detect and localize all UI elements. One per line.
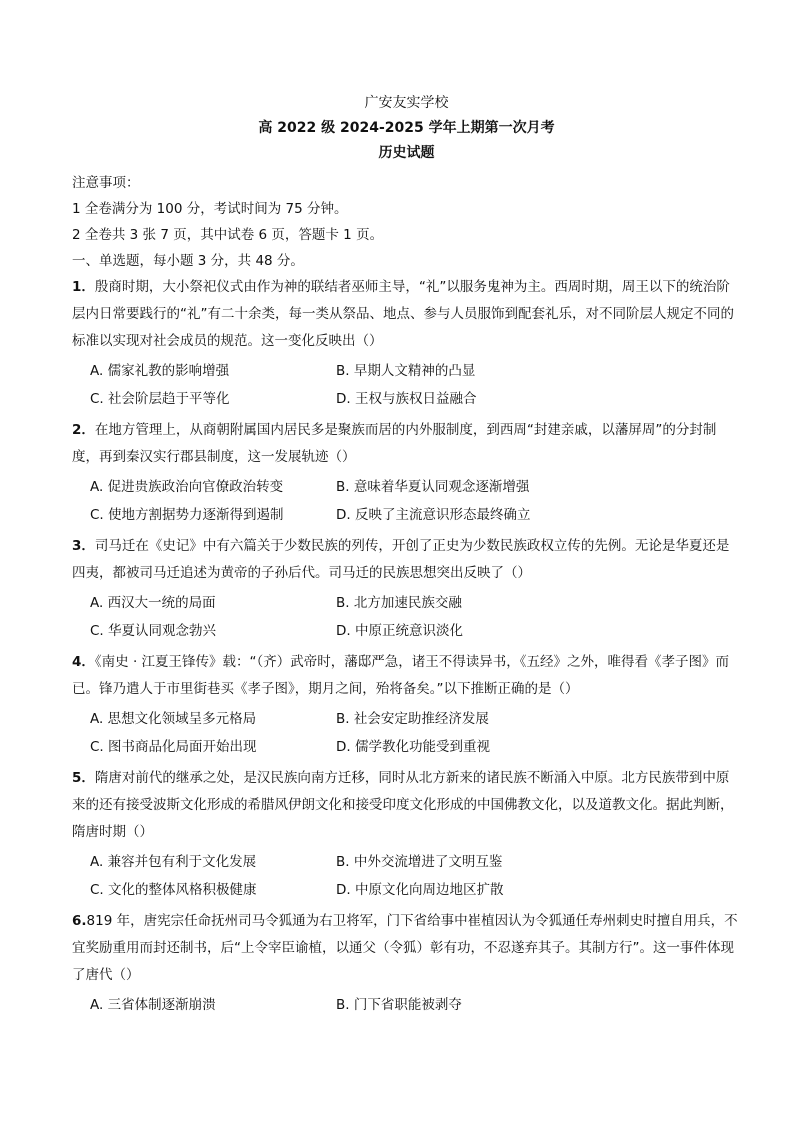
option-d[interactable]: D. 儒学教化功能受到重视 bbox=[336, 739, 490, 755]
subject-title: 历史试题 bbox=[378, 145, 435, 161]
option-c[interactable]: C. 图书商品化局面开始出现 bbox=[90, 739, 257, 755]
note-item: 1 全卷满分为 100 分，考试时间为 75 分钟。 bbox=[72, 201, 348, 217]
option-a[interactable]: A. 儒家礼教的影响增强 bbox=[90, 363, 230, 379]
note-item: 2 全卷共 3 张 7 页，其中试卷 6 页，答题卡 1 页。 bbox=[72, 227, 384, 243]
option-d[interactable]: D. 中原正统意识淡化 bbox=[336, 623, 463, 639]
question-text: 隋唐对前代的继承之处，是汉民族向南方迁移，同时从北方新来的诸民族不断涌入中原。北方民族带到中原来的还有接受波斯文化形成的希腊风伊朗文化和接受印度文化形成的中国佛教文化，以及道教文化。据此判断，隋唐时期（） bbox=[72, 770, 734, 840]
option-d[interactable]: D. 反映了主流意识形态最终确立 bbox=[336, 507, 531, 523]
question-1 bbox=[72, 274, 741, 413]
question-number: 5． bbox=[72, 770, 95, 786]
question-text: 在地方管理上，从商朝附属国内居民多是聚族而居的内外服制度，到西周“封建亲戚，以藩屏周”的分封制度，再到秦汉实行郡县制度，这一发展轨迹（） bbox=[72, 422, 717, 465]
question-text: 819 年，唐宪宗任命抚州司马令狐通为右卫将军，门下省给事中崔植因认为令狐通任寿州刺史时擅自用兵，不宜奖励重用而封还制书，后“上令宰臣谕植，以通父（令狐）彰有功，不忍遂弃其子。其制方行”。这一事件体现了唐代（） bbox=[72, 913, 738, 983]
options bbox=[90, 848, 741, 904]
question-number: 3． bbox=[72, 538, 95, 554]
option-a[interactable]: A. 思想文化领域呈多元格局 bbox=[90, 711, 257, 727]
option-c[interactable]: C. 华夏认同观念勃兴 bbox=[90, 623, 217, 639]
option-b[interactable]: B. 中外交流增进了文明互鉴 bbox=[336, 854, 503, 870]
option-b[interactable]: B. 北方加速民族交融 bbox=[336, 595, 462, 611]
question-number: 6. bbox=[72, 913, 87, 929]
question-text: 《南史 · 江夏王锋传》载：“（齐）武帝时，藩邸严急，诸王不得读异书，《五经》之外，唯得看《孝子图》而已。锋乃遣人于市里街巷买《孝子图》，期月之间，殆将备矣。”以下推断正确的是（） bbox=[72, 654, 730, 697]
option-a[interactable]: A. 三省体制逐渐崩溃 bbox=[90, 997, 216, 1013]
question-text: 司马迁在《史记》中有六篇关于少数民族的列传，开创了正史为少数民族政权立传的先例。无论是华夏还是四夷，都被司马迁追述为黄帝的子孙后代。司马迁的民族思想突出反映了（） bbox=[72, 538, 730, 581]
question-text: 殷商时期，大小祭祀仪式由作为神的联结者巫师主导，“礼”以服务鬼神为主。西周时期，周王以下的统治阶层内日常要践行的“礼”有二十余类，每一类从祭品、地点、参与人员服饰到配套礼乐，对不同阶层人规定不同的标准以实现对社会成员的规范。这一变化反映出（） bbox=[72, 279, 734, 349]
options bbox=[90, 473, 741, 529]
school-name: 广安友实学校 bbox=[364, 95, 449, 111]
option-b[interactable]: B. 意味着华夏认同观念逐渐增强 bbox=[336, 479, 530, 495]
notes-title: 注意事项： bbox=[72, 175, 140, 191]
option-d[interactable]: D. 中原文化向周边地区扩散 bbox=[336, 882, 504, 898]
option-a[interactable]: A. 西汉大一统的局面 bbox=[90, 595, 216, 611]
options bbox=[90, 705, 741, 761]
option-d[interactable]: D. 王权与族权日益融合 bbox=[336, 391, 477, 407]
option-b[interactable]: B. 社会安定助推经济发展 bbox=[336, 711, 489, 727]
section-heading: 一、单选题，每小题 3 分，共 48 分。 bbox=[72, 253, 304, 269]
option-a[interactable]: A. 促进贵族政治向官僚政治转变 bbox=[90, 479, 284, 495]
question-5 bbox=[72, 765, 741, 904]
question-number: 1． bbox=[72, 279, 95, 295]
option-c[interactable]: C. 社会阶层趋于平等化 bbox=[90, 391, 230, 407]
option-b[interactable]: B. 早期人文精神的凸显 bbox=[336, 363, 476, 379]
question-2 bbox=[72, 417, 741, 529]
option-a[interactable]: A. 兼容并包有利于文化发展 bbox=[90, 854, 257, 870]
option-c[interactable]: C. 文化的整体风格积极健康 bbox=[90, 882, 257, 898]
options bbox=[90, 357, 741, 413]
question-4 bbox=[72, 649, 741, 761]
question-6 bbox=[72, 908, 741, 1019]
exam-title: 高 2022 级 2024-2025 学年上期第一次月考 bbox=[258, 120, 555, 136]
question-number: 4． bbox=[72, 654, 95, 670]
question-number: 2． bbox=[72, 422, 95, 438]
option-b[interactable]: B. 门下省职能被剥夺 bbox=[336, 997, 462, 1013]
options bbox=[90, 991, 741, 1019]
options bbox=[90, 589, 741, 645]
option-c[interactable]: C. 使地方割据势力逐渐得到遏制 bbox=[90, 507, 284, 523]
question-3 bbox=[72, 533, 741, 645]
